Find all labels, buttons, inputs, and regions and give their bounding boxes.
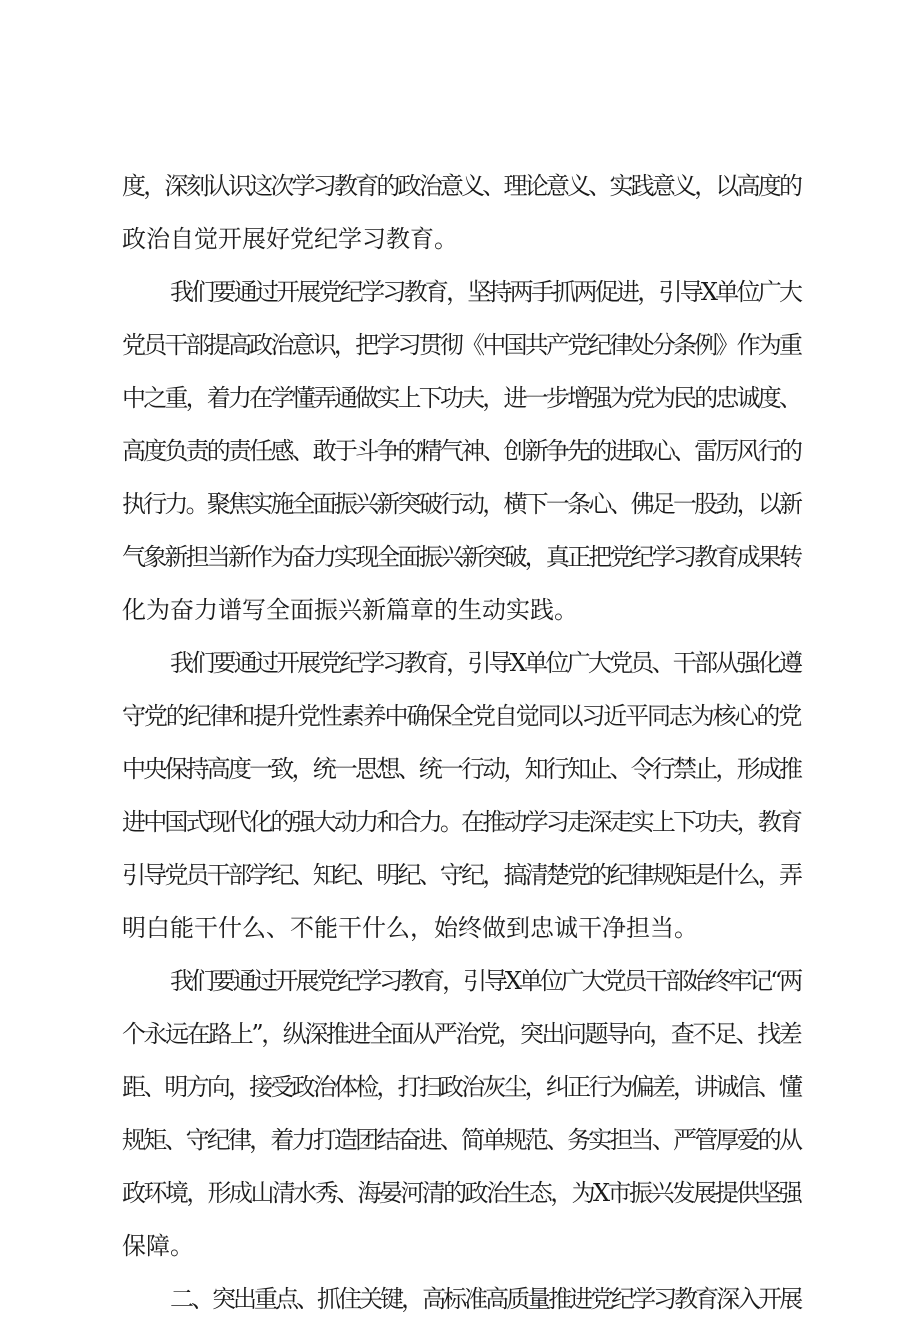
paragraph-line: 进中国式现代化的强大动力和合力。在推动学习走深走实上下功夫，教育 (122, 808, 800, 836)
paragraph-line: 保障。 (122, 1232, 194, 1260)
paragraph-line: 党员干部提高政治意识，把学习贯彻《中国共产党纪律处分条例》作为重 (122, 331, 800, 359)
paragraph-line: 气象新担当新作为奋力实现全面振兴新突破，真正把党纪学习教育成果转 (122, 543, 800, 571)
paragraph-first-line: 我们要通过开展党纪学习教育，引导X单位广大党员干部始终牢记“两 (170, 967, 800, 995)
paragraph-line: 距、明方向，接受政治体检，打扫政治灰尘，纠正行为偏差，讲诚信、懂 (122, 1073, 800, 1101)
paragraph-line: 政治自觉开展好党纪学习教育。 (122, 225, 458, 253)
paragraph-line: 守党的纪律和提升党性素养中确保全党自觉同以习近平同志为核心的党 (122, 702, 800, 730)
paragraph-line: 化为奋力谱写全面振兴新篇章的生动实践。 (122, 596, 578, 624)
paragraph-line: 规矩、守纪律，着力打造团结奋进、简单规范、务实担当、严管厚爱的从 (122, 1126, 800, 1154)
paragraph-line: 中之重，着力在学懂弄通做实上下功夫，进一步增强为党为民的忠诚度、 (122, 384, 800, 412)
paragraph-line: 引导党员干部学纪、知纪、明纪、守纪，搞清楚党的纪律规矩是什么，弄 (122, 861, 800, 889)
paragraph-line: 中央保持高度一致，统一思想、统一行动，知行知止、令行禁止，形成推 (122, 755, 800, 783)
paragraph-first-line: 二、突出重点、抓住关键，高标准高质量推进党纪学习教育深入开展 (170, 1285, 800, 1313)
paragraph-first-line: 我们要通过开展党纪学习教育，坚持两手抓两促进，引导X单位广大 (170, 278, 800, 306)
paragraph-line: 度，深刻认识这次学习教育的政治意义、理论意义、实践意义，以高度的 (122, 172, 800, 200)
paragraph-line: 高度负责的责任感、敢于斗争的精气神、创新争先的进取心、雷厉风行的 (122, 437, 800, 465)
paragraph-line: 个永远在路上”，纵深推进全面从严治党，突出问题导向，查不足、找差 (122, 1020, 800, 1048)
paragraph-line: 明白能干什么、不能干什么，始终做到忠诚干净担当。 (122, 914, 698, 942)
paragraph-line: 政环境，形成山清水秀、海晏河清的政治生态，为X市振兴发展提供坚强 (122, 1179, 800, 1207)
paragraph-first-line: 我们要通过开展党纪学习教育，引导X单位广大党员、干部从强化遵 (170, 649, 800, 677)
paragraph-line: 执行力。聚焦实施全面振兴新突破行动，横下一条心、佛足一股劲，以新 (122, 490, 800, 518)
document-body (122, 160, 800, 1326)
